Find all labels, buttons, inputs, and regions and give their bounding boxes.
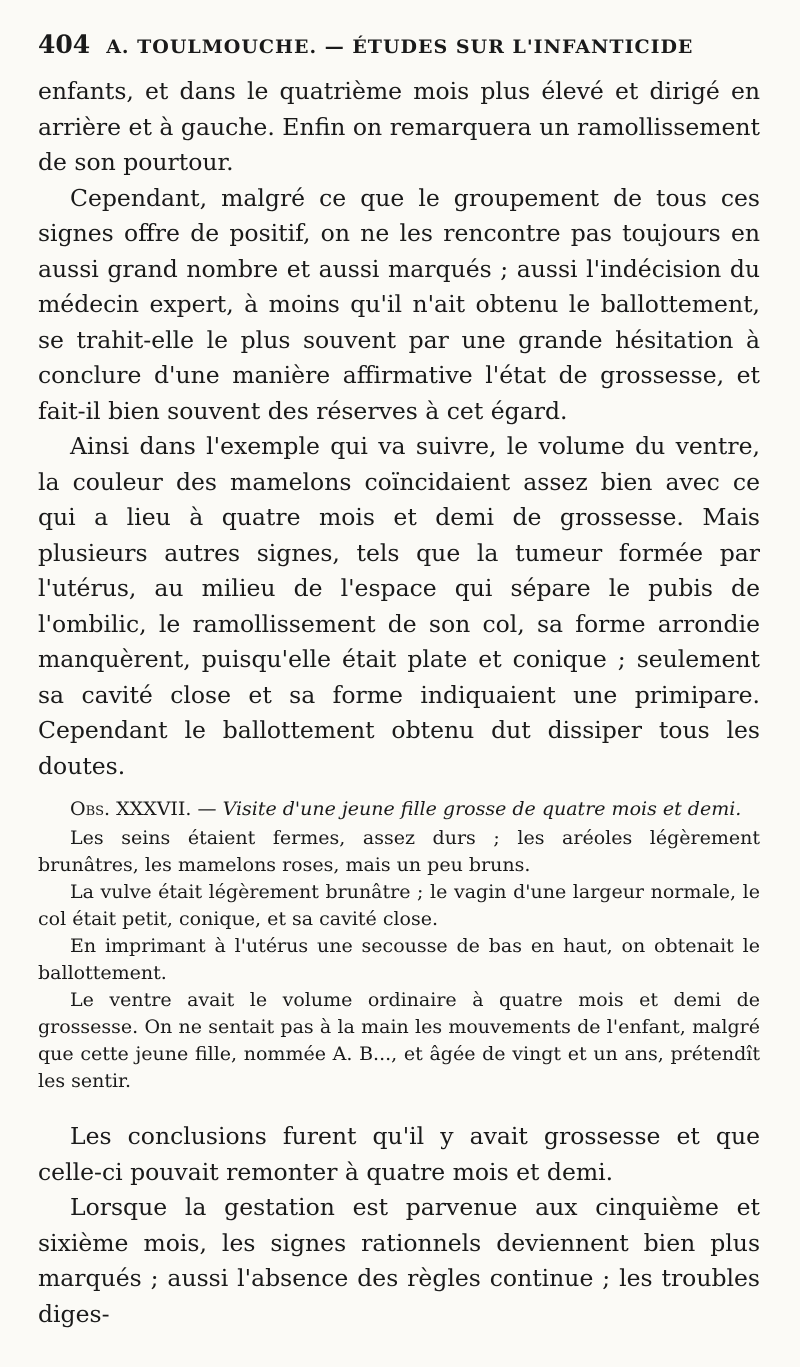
paragraph: Cependant, malgré ce que le groupement de tous ces signes offre de positif, on ne les rencontre pas toujours en aussi grand nombre et aussi marqués ; aussi l'indécision du médecin expert, à moins qu'il n'ait obtenu le ballottement, se trahit-elle le plus souvent par une grande hésitation à conclure d'une manière affirmative l'état de grossesse, et fait-il bien souvent des réserves à cet égard.: [38, 183, 760, 425]
observation-label: Obs. XXXVII.: [70, 798, 192, 820]
page-number: 404: [38, 30, 91, 59]
observation-paragraph: En imprimant à l'utérus une secousse de bas en haut, on obtenait le ballottement.: [38, 935, 760, 984]
observation-dash: —: [191, 798, 223, 820]
observation-title: Visite d'une jeune fille grosse de quatre mois et demi.: [222, 798, 742, 820]
paragraph: enfants, et dans le quatrième mois plus élevé et dirigé en arrière et à gauche. Enfin on remarquera un ramollissement de son pourtour.: [38, 77, 760, 176]
running-head: A. TOULMOUCHE. — ÉTUDES SUR L'INFANTICIDE: [106, 36, 694, 58]
observation-paragraph: La vulve était légèrement brunâtre ; le vagin d'une largeur normale, le col était petit, conique, et sa cavité close.: [38, 881, 760, 930]
page-header: [38, 30, 760, 74]
observation-paragraph: Les seins étaient fermes, assez durs ; les aréoles légèrement brunâtres, les mamelons roses, mais un peu bruns.: [38, 827, 760, 876]
conclusion-text: [38, 1119, 760, 1332]
paragraph: Ainsi dans l'exemple qui va suivre, le volume du ventre, la couleur des mamelons coïncidaient assez bien avec ce qui a lieu à quatre mois et demi de grossesse. Mais plusieurs autres signes, tels que la tumeur formée par l'utérus, au milieu de l'espace qui sépare le pubis de l'ombilic, le ramollissement de son col, sa forme arrondie manquèrent, puisqu'elle était plate et conique ; seulement sa cavité close et sa forme indiquaient une primipare. Cependant le ballottement obtenu dut dissiper tous les doutes.: [38, 432, 760, 780]
observation-block: [38, 796, 760, 1095]
main-text: [38, 74, 760, 784]
observation-heading: [38, 796, 760, 823]
paragraph: Les conclusions furent qu'il y avait grossesse et que celle-ci pouvait remonter à quatre mois et demi.: [38, 1122, 760, 1186]
observation-paragraph: Le ventre avait le volume ordinaire à quatre mois et demi de grossesse. On ne sentait pas à la main les mouvements de l'enfant, malgré que cette jeune fille, nommée A. B..., et âgée de vingt et un ans, prétendît les sentir.: [38, 989, 760, 1092]
paragraph: Lorsque la gestation est parvenue aux cinquième et sixième mois, les signes rationnels deviennent bien plus marqués ; aussi l'absence des règles continue ; les troubles diges-: [38, 1193, 760, 1328]
